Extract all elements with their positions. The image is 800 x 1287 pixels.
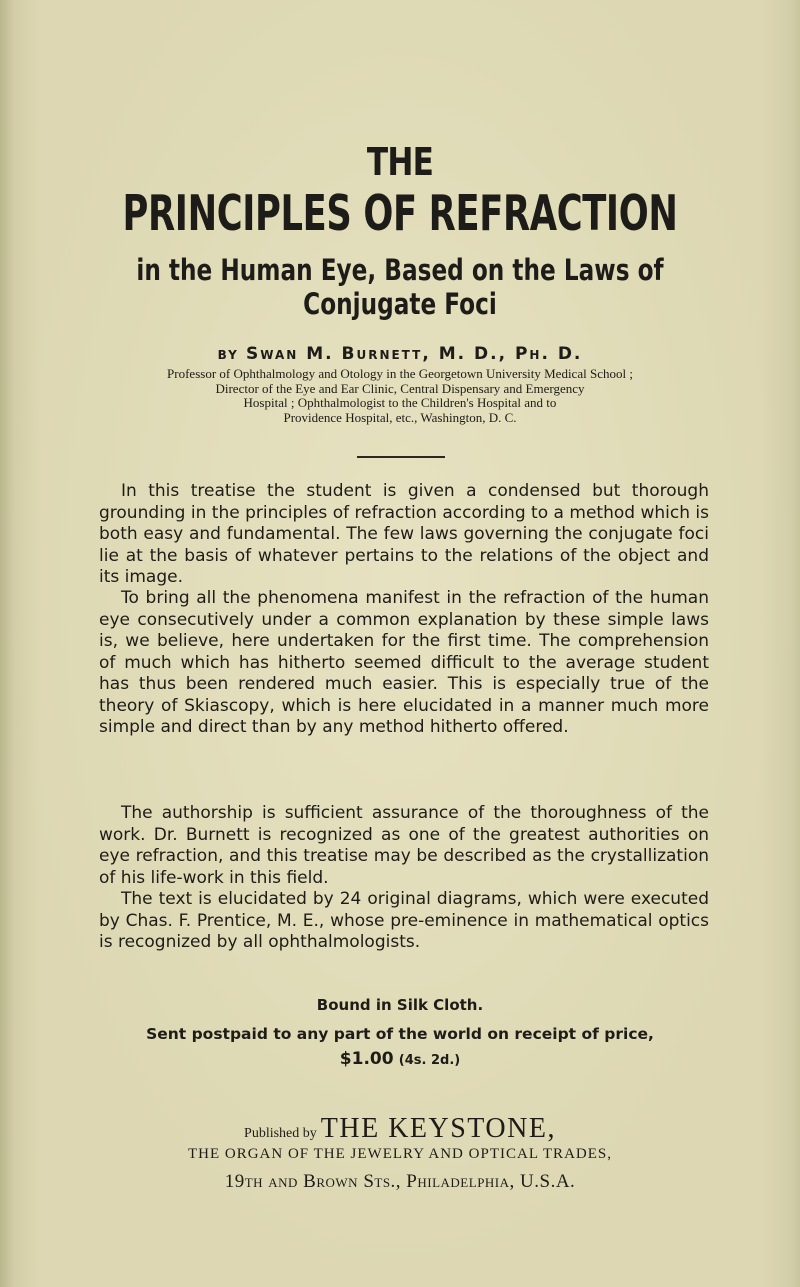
credentials-line: Hospital ; Ophthalmologist to the Children's Hospital and to — [243, 395, 557, 410]
book-subtitle-line2: Conjugate Foci — [303, 287, 497, 321]
publisher-organ: THE ORGAN OF THE JEWELRY AND OPTICAL TRADES, — [187, 1146, 612, 1162]
published-by-label: Published by — [244, 1126, 317, 1141]
byline-by: BY — [217, 348, 239, 362]
section-divider — [357, 456, 445, 458]
price-usd: $1.00 — [339, 1049, 394, 1069]
description-paragraph-1: In this treatise the student is given a condensed but thorough grounding in the principles of refraction according to a method which is both easy and fundamental. The few laws governing the conjugate foci lie at the basis of whatever pertains to the relations of the object and its image. — [99, 481, 709, 587]
book-title: PRINCIPLES OF REFRACTION — [122, 185, 678, 242]
book-subtitle-line1: in the Human Eye, Based on the Laws of — [136, 253, 664, 287]
description-paragraph-3: The authorship is sufficient assurance of the thoroughness of the work. Dr. Burnett is recognized as one of the greatest authorities on eye refraction, and this treatise may be described as the crystallization of his life-work in this field. — [99, 803, 709, 888]
description-paragraph-4: The text is elucidated by 24 original diagrams, which were executed by Chas. F. Prentice, M. E., whose pre-eminence in mathematical optics is recognized by all ophthalmologists. — [99, 889, 709, 952]
price-line — [0, 1049, 800, 1069]
author-credentials — [0, 367, 800, 425]
binding-note: Bound in Silk Cloth. — [316, 996, 484, 1014]
publisher-name: THE KEYSTONE, — [320, 1113, 556, 1144]
author-byline — [0, 344, 800, 364]
publisher-address: 19th and Brown Sts., Philadelphia, U.S.A. — [224, 1171, 576, 1192]
description-paragraph-2: To bring all the phenomena manifest in the refraction of the human eye consecutively under a common explanation by these simple laws is, we believe, here undertaken for the first time. The comprehension of much which has hitherto seemed difficult to the average student has thus been rendered much easier. This is especially true of the theory of Skiascopy, which is here elucidated in a manner much more simple and direct than by any method hitherto offered. — [99, 588, 709, 737]
title-article: THE — [366, 140, 434, 184]
publisher-line — [0, 1113, 800, 1145]
shipping-note: Sent postpaid to any part of the world on receipt of price, — [146, 1025, 654, 1043]
credentials-line: Professor of Ophthalmology and Otology in the Georgetown University Medical School ; — [167, 366, 633, 381]
price-gbp: (4s. 2d.) — [398, 1053, 461, 1068]
author-name: Swan M. Burnett, M. D., Ph. D. — [246, 344, 583, 364]
credentials-line: Providence Hospital, etc., Washington, D. C. — [283, 409, 517, 425]
credentials-line: Director of the Eye and Ear Clinic, Central Dispensary and Emergency — [215, 380, 585, 396]
